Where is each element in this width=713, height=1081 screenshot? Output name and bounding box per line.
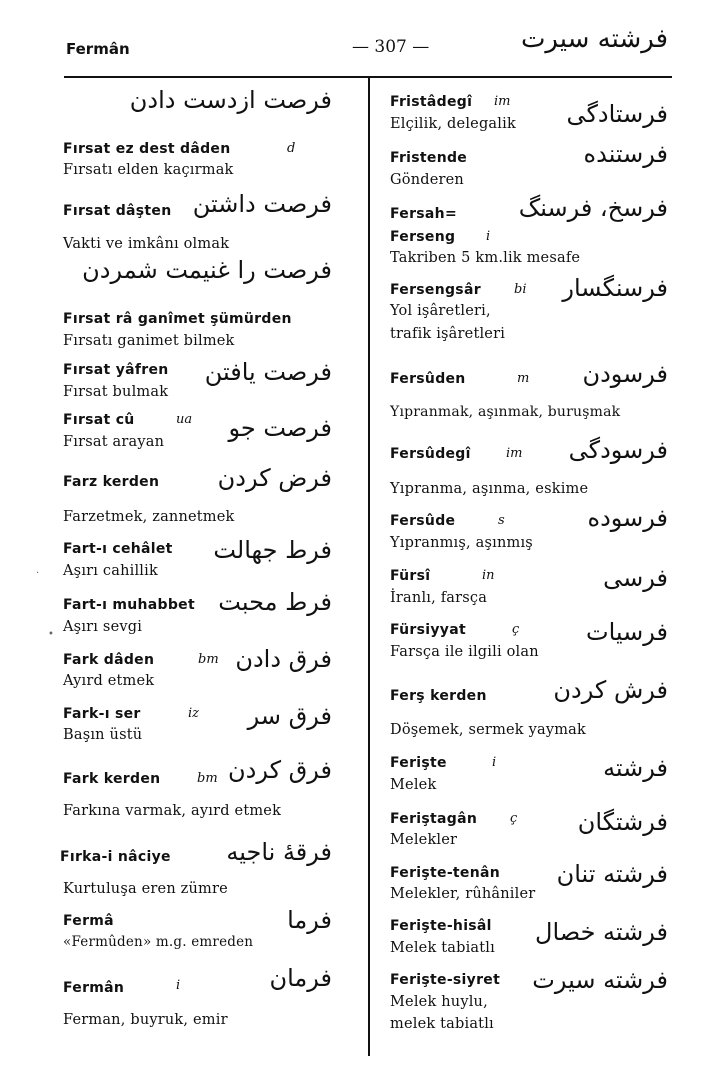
entry-headword: Fersah= <box>390 206 457 222</box>
entry-headword: Fristâdegî <box>390 94 473 110</box>
entry-headword: Fürsî <box>390 568 431 584</box>
entry-headword: Ferseng <box>390 229 456 245</box>
entry-headword: Ferişte <box>390 755 447 771</box>
scan-speck: • <box>48 629 54 640</box>
entry-definition: Melek <box>390 777 437 793</box>
entry-headword: Fersûde <box>390 513 456 529</box>
entry-definition: trafik işâretleri <box>390 326 506 342</box>
entry-grammar-mark: bi <box>514 282 527 297</box>
entry-definition: Yıpranmak, aşınmak, buruşmak <box>390 404 621 420</box>
entry-headword: Ferişte-hisâl <box>390 918 492 934</box>
entry-arabic: فرشته <box>603 754 668 782</box>
entry-headword: Fark kerden <box>63 771 161 787</box>
entry-arabic: فرشته تنان <box>556 860 668 888</box>
entry-headword: Fırsat râ ganîmet şümürden <box>63 311 292 327</box>
entry-arabic: فرشته خصال <box>535 918 668 946</box>
entry-headword: Fırsat ez dest dâden <box>63 141 231 157</box>
entry-arabic: فرصت داشتن <box>192 190 332 218</box>
entry-definition: Melek tabiatlı <box>390 940 495 956</box>
entry-grammar-mark: bm <box>198 652 219 667</box>
entry-definition: Aşırı cahillik <box>63 563 158 579</box>
entry-arabic: فرط جهالت <box>213 536 332 564</box>
entry-arabic: فرشته سیرت <box>532 966 668 994</box>
entry-grammar-mark: m <box>517 371 530 386</box>
entry-grammar-mark: bm <box>197 771 218 786</box>
entry-arabic: فرق دادن <box>235 645 332 673</box>
entry-definition: Aşırı sevgi <box>63 619 143 635</box>
entry-headword: Fark-ı ser <box>63 706 141 722</box>
entry-arabic: فرسخ، فرسنگ <box>518 194 668 222</box>
entry-definition: Farkına varmak, ayırd etmek <box>63 803 282 819</box>
entry-grammar-mark: ua <box>176 412 193 427</box>
entry-grammar-mark: iz <box>188 706 200 721</box>
entry-arabic: فرض کردن <box>217 464 332 492</box>
entry-headword: Ferş kerden <box>390 688 487 704</box>
entry-arabic: فرسیات <box>586 618 668 646</box>
entry-headword: Fırka-i nâciye <box>60 849 171 865</box>
entry-arabic: فرصت جو <box>228 414 332 442</box>
entry-arabic: فرما <box>287 906 332 934</box>
entry-definition: Melekler, rûhâniler <box>390 886 536 902</box>
entry-headword: Fark dâden <box>63 652 155 668</box>
entry-definition: Elçilik, delegalik <box>390 116 516 132</box>
entry-arabic: فرسوده <box>587 504 668 532</box>
entry-headword: Fermâ <box>63 913 114 929</box>
entry-definition: Kurtuluşa eren zümre <box>63 881 228 897</box>
entry-definition: İranlı, farsça <box>390 590 488 606</box>
entry-headword: Fart-ı muhabbet <box>63 597 195 613</box>
entry-grammar-mark: ç <box>510 811 518 826</box>
entry-definition: Döşemek, sermek yaymak <box>390 722 587 738</box>
entry-arabic: فرصت ازدست دادن <box>129 86 332 114</box>
entry-headword: Fırsat dâşten <box>63 203 172 219</box>
entry-headword: Fart-ı cehâlet <box>63 541 173 557</box>
entry-grammar-mark: i <box>486 229 491 244</box>
entry-arabic: فرق سر <box>247 702 332 730</box>
entry-headword: Fürsiyyat <box>390 622 466 638</box>
entry-arabic: فرط محبت <box>218 588 332 616</box>
entry-definition: Fırsat bulmak <box>63 384 169 400</box>
entry-grammar-mark: s <box>498 513 505 528</box>
entry-arabic: فرسنگسار <box>562 274 668 302</box>
entry-arabic: فرستنده <box>583 140 668 168</box>
running-head-left: Fermân <box>66 40 130 58</box>
entry-definition: Ayırd etmek <box>63 673 155 689</box>
entry-arabic: فرشتگان <box>577 808 668 836</box>
entry-definition: Melek huylu, <box>390 994 488 1010</box>
entry-arabic: فرسودگی <box>568 436 668 464</box>
entry-arabic: فرش کردن <box>553 676 668 704</box>
entry-arabic: فرصت یافتن <box>204 358 332 386</box>
entry-arabic: فرمان <box>269 964 332 992</box>
entry-definition: Farzetmek, zannetmek <box>63 509 235 525</box>
entry-definition: Gönderen <box>390 172 464 188</box>
scan-speck: · <box>36 568 40 579</box>
entry-definition: Farsça ile ilgili olan <box>390 644 539 660</box>
entry-arabic: فرصت را غنیمت شمردن <box>82 256 332 284</box>
column-divider <box>368 78 370 1056</box>
entry-grammar-mark: i <box>492 755 497 770</box>
entry-headword: Farz kerden <box>63 474 160 490</box>
entry-definition: Melekler <box>390 832 458 848</box>
entry-headword: Fırsat cû <box>63 412 135 428</box>
entry-grammar-mark: im <box>494 94 511 109</box>
entry-definition: Fırsatı elden kaçırmak <box>63 162 234 178</box>
entry-arabic: فرق کردن <box>228 756 332 784</box>
entry-definition: Fırsat arayan <box>63 434 165 450</box>
entry-definition: Vakti ve imkânı olmak <box>63 236 230 252</box>
entry-headword: Fırsat yâfren <box>63 362 169 378</box>
entry-grammar-mark: d <box>287 141 296 156</box>
entry-definition: Yıpranmış, aşınmış <box>390 535 533 551</box>
entry-headword: Fristende <box>390 150 468 166</box>
entry-headword: Feriştagân <box>390 811 478 827</box>
entry-headword: Fersûdegî <box>390 446 471 462</box>
entry-headword: Ferişte-tenân <box>390 865 500 881</box>
entry-arabic: فرسودن <box>582 360 668 388</box>
entry-grammar-mark: ç <box>512 622 520 637</box>
entry-definition: Takriben 5 km.lik mesafe <box>390 250 581 266</box>
entry-arabic: فرسی <box>603 564 668 592</box>
entry-definition: Fırsatı ganimet bilmek <box>63 333 235 349</box>
entry-definition: melek tabiatlı <box>390 1016 494 1032</box>
entry-arabic: فرقهٔ ناجیه <box>226 838 332 866</box>
entry-headword: Fersûden <box>390 371 466 387</box>
entry-grammar-mark: i <box>176 978 181 993</box>
entry-headword: Fersengsâr <box>390 282 481 298</box>
page-number: — 307 — <box>352 37 430 57</box>
entry-definition: Yıpranma, aşınma, eskime <box>390 481 589 497</box>
entry-grammar-mark: in <box>482 568 495 583</box>
entry-grammar-mark: im <box>506 446 523 461</box>
entry-arabic: فرستادگی <box>566 100 668 128</box>
entry-headword: Fermân <box>63 980 125 996</box>
running-head-right-arabic: فرشته سیرت <box>520 24 668 54</box>
entry-definition: «Fermûden» m.g. emreden <box>63 934 254 950</box>
entry-definition: Başın üstü <box>63 727 143 743</box>
entry-headword: Ferişte-siyret <box>390 972 501 988</box>
entry-definition: Yol işâretleri, <box>390 303 491 319</box>
entry-definition: Ferman, buyruk, emir <box>63 1012 228 1028</box>
